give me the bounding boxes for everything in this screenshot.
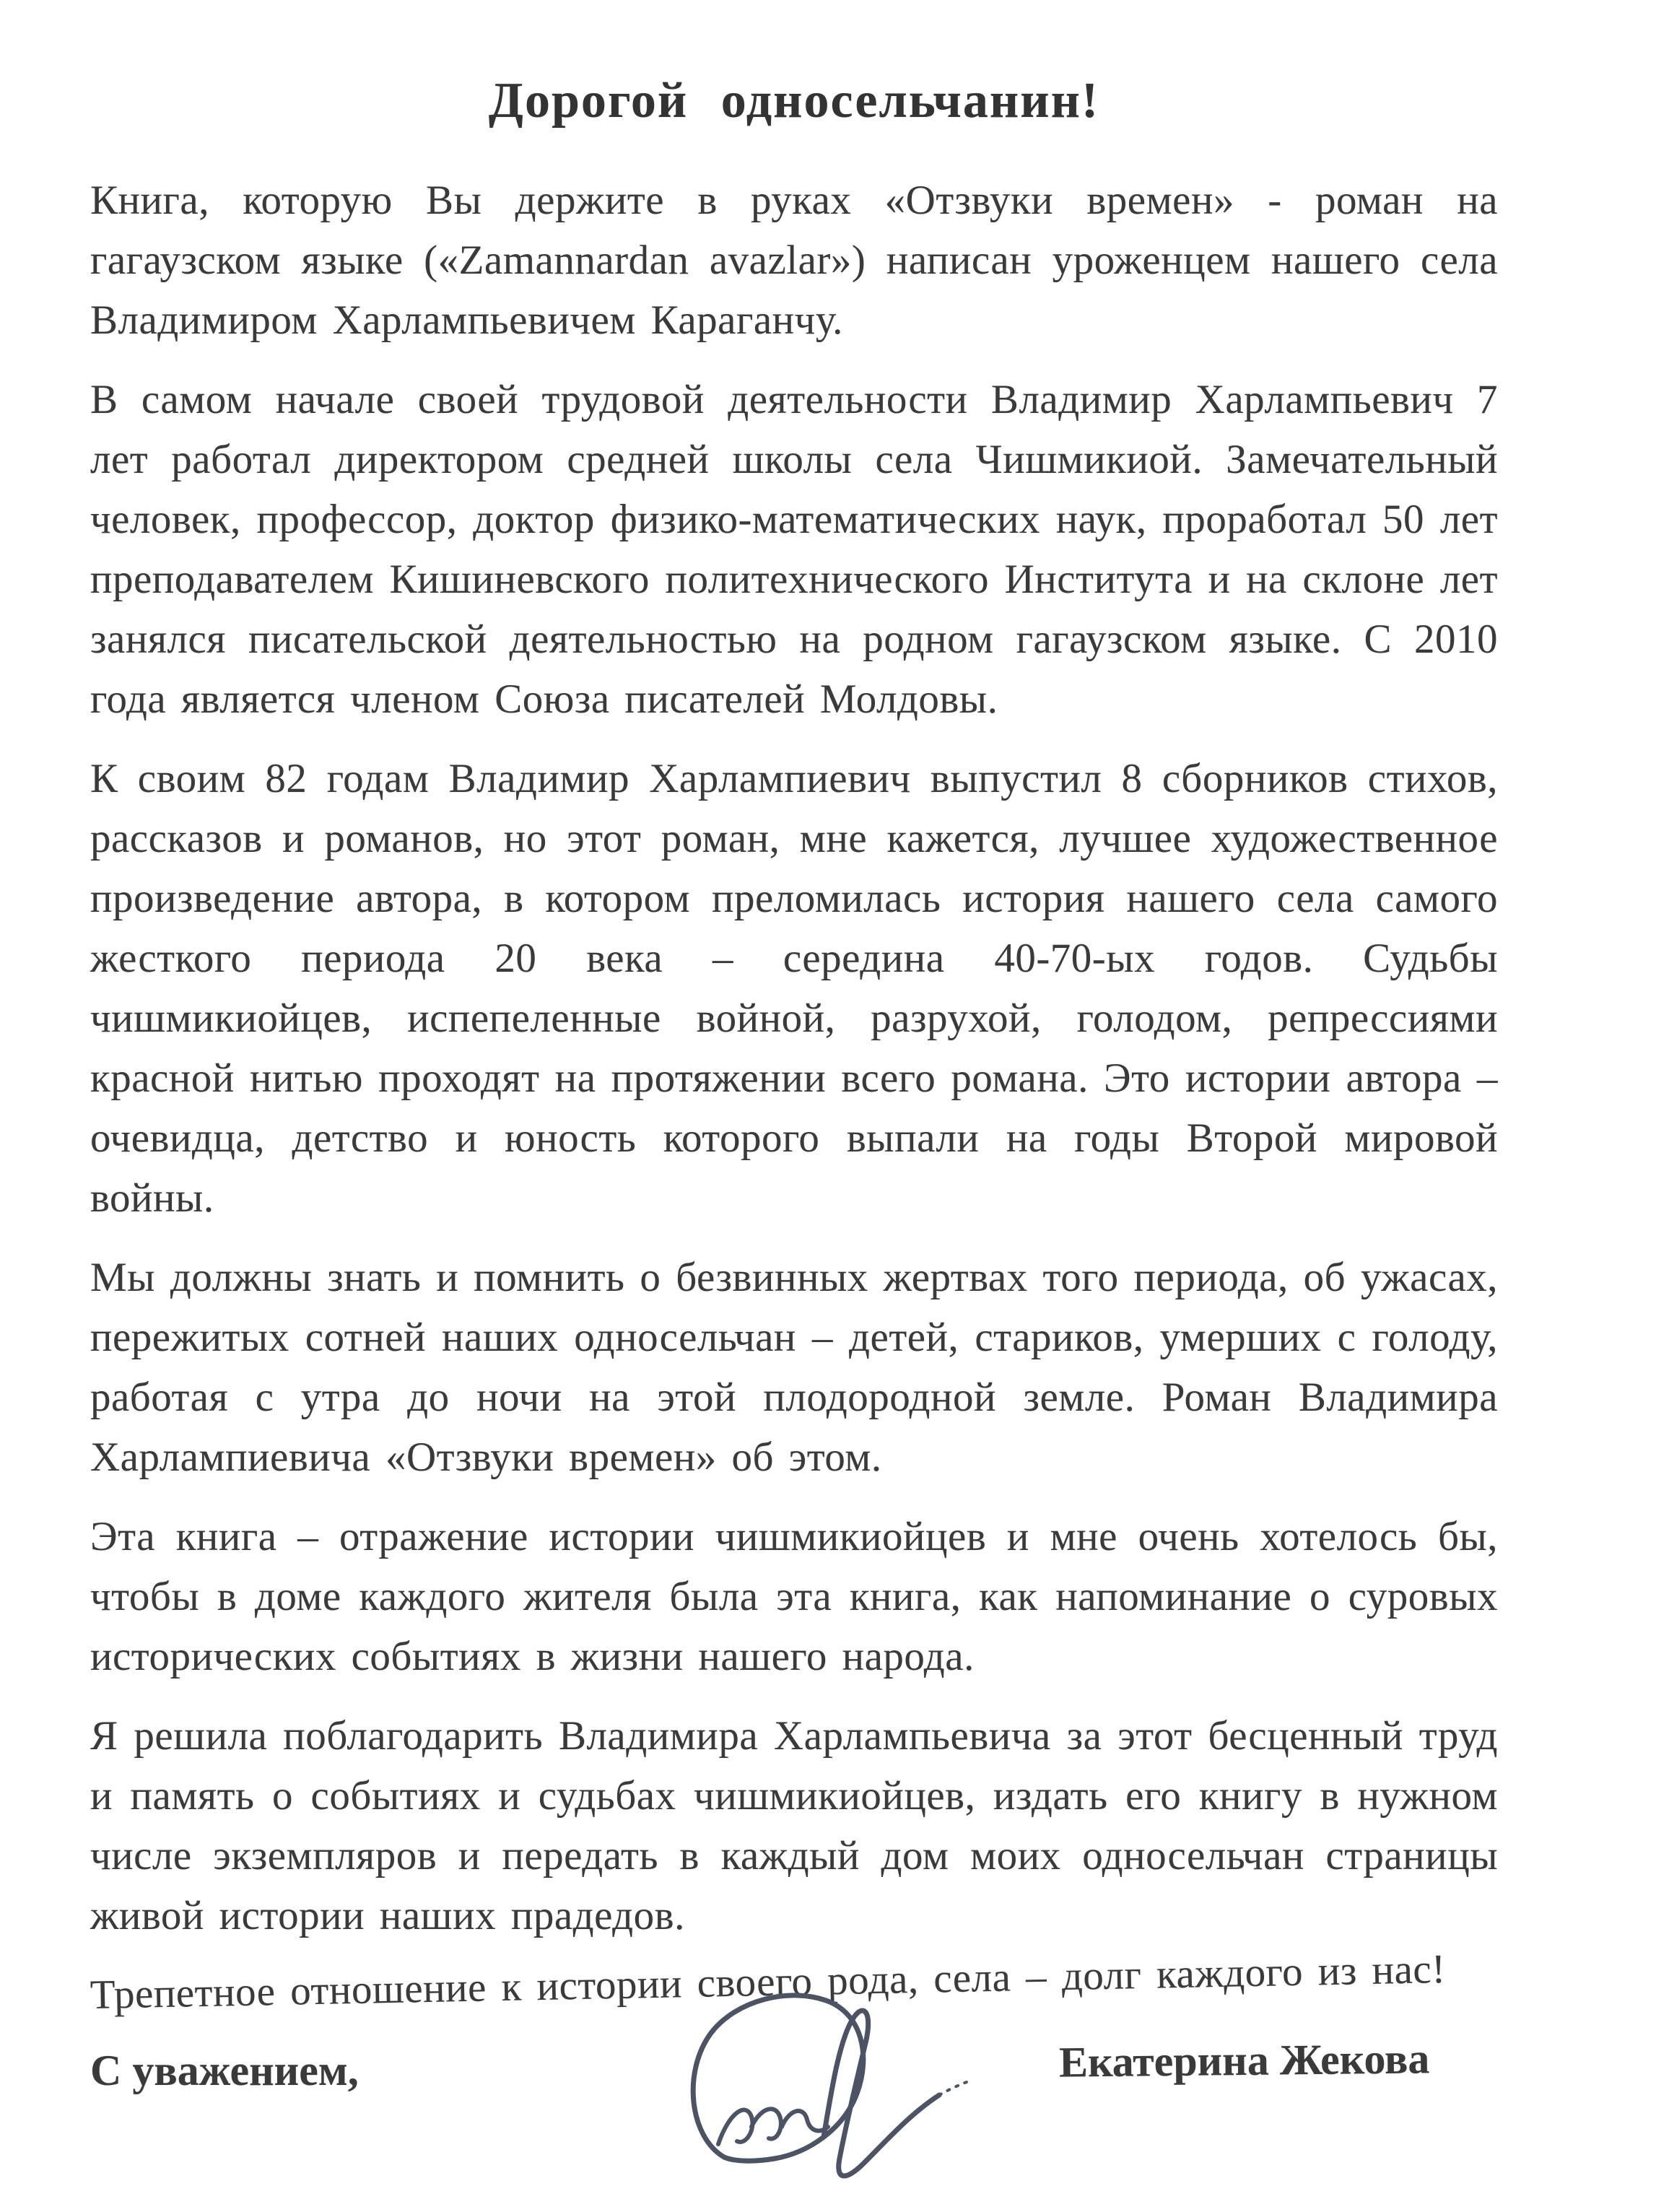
paragraph-author-biography: В самом начале своей трудовой деятельности Владимир Харлампьевич 7 лет работал директором средней школы села Чишмикиой. Замечательный человек, профессор, доктор физико-математических наук, проработал 50 лет преподавателем Кишиневского политехнического Института и на склоне лет занялся писательской деятельностью на родном гагаузском языке. С 2010 года является членом Союза писателей Молдовы. <box>90 377 1498 722</box>
handwritten-signature-icon <box>668 1985 971 2202</box>
letter-body <box>90 72 1498 2045</box>
signature-closing <box>90 2036 1498 2212</box>
signature-name: Екатерина Жекова <box>1058 2034 1430 2086</box>
salutation-text: С уважением, <box>90 2047 359 2094</box>
letter-title: Дорогой односельчанин! <box>488 73 1100 129</box>
paragraph-gratitude: Я решила поблагодарить Владимира Харлампьевича за этот бесценный труд и память о событиях и судьбах чишмикиойцев, издать его книгу в нужном числе экземпляров и передать в каждый дом моих односельчан страницы живой истории наших прадедов. <box>90 1713 1498 1938</box>
paragraph-author-works: К своим 82 годам Владимир Харлампиевич выпустил 8 сборников стихов, рассказов и романов, но этот роман, мне кажется, лучшее художественное произведение автора, в котором преломилась история нашего села самого жесткого периода 20 века – середина 40-70-ых годов. Судьбы чишмикиойцев, испепеленные войной, разрухой, голодом, репрессиями красной нитью проходят на протяжении всего романа. Это истории автора – очевидца, детство и юность которого выпали на годы Второй мировой войны. <box>90 756 1498 1221</box>
paragraph-final-appeal: Трепетное отношение к истории своего рода, села – долг каждого из нас! <box>90 1946 1447 2018</box>
paragraph-memory-victims: Мы должны знать и помнить о безвинных жертвах того периода, об ужасах, пережитых сотней наших односельчан – детей, стариков, умерших с голоду, работая с утра до ночи на этой плодородной земле. Роман Владимира Харлампиевича «Отзвуки времен» об этом. <box>90 1255 1498 1480</box>
paragraph-book-intro: Книга, которую Вы держите в руках «Отзвуки времен» - роман на гагаузском языке («Zamannardan avazlar») написан уроженцем нашего села Владимиром Харлампьевичем Караганчу. <box>90 178 1498 343</box>
paragraph-book-reflection: Эта книга – отражение истории чишмикиойцев и мне очень хотелось бы, чтобы в доме каждого жителя была эта книга, как напоминание о суровых исторических событиях в жизни нашего народа. <box>90 1514 1498 1679</box>
